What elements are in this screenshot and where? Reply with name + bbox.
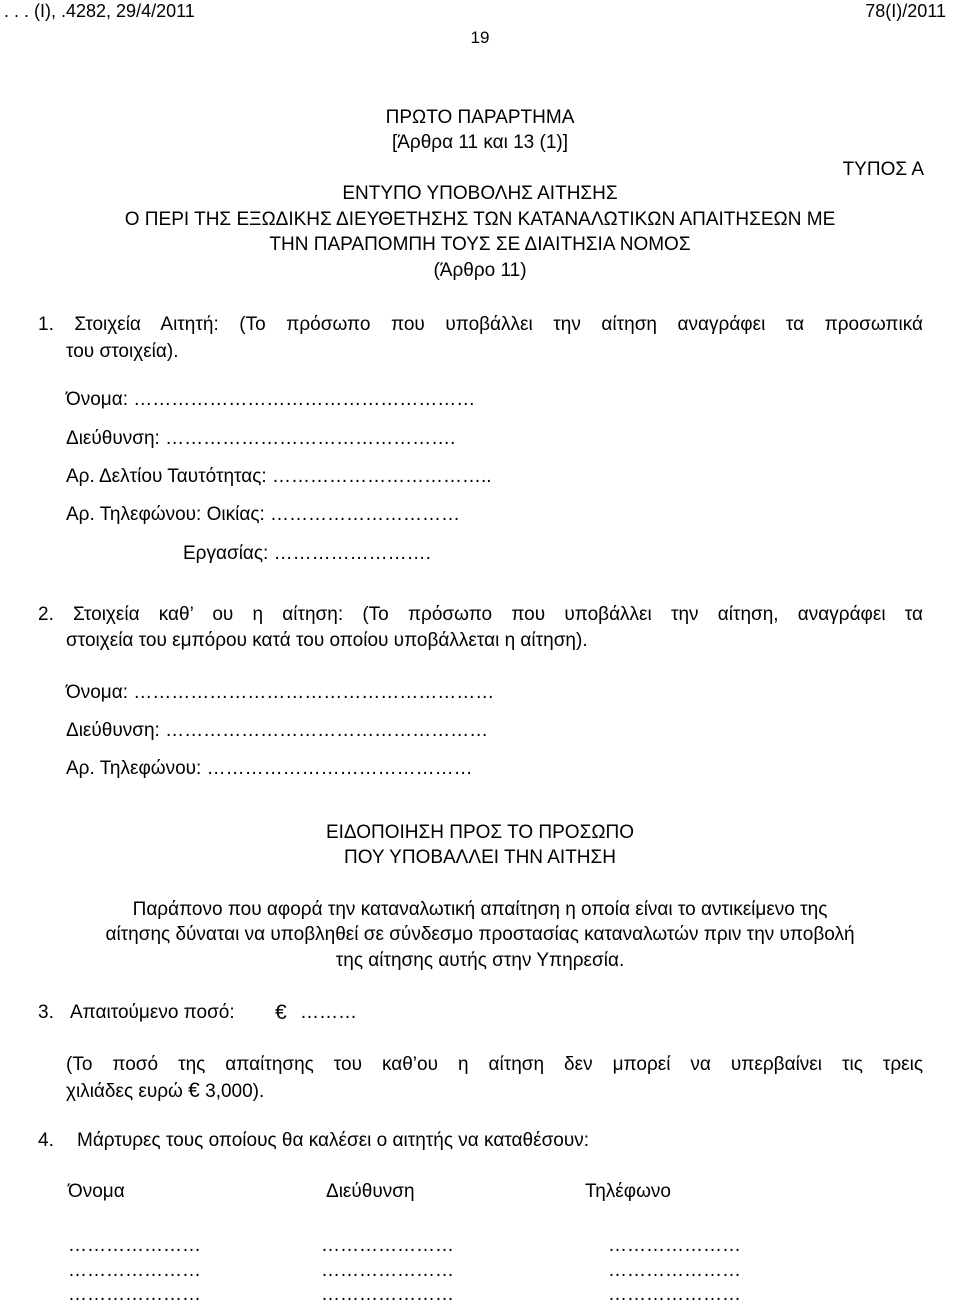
euro-icon: € — [275, 1001, 287, 1024]
witness-column-name: Όνομα — [68, 1181, 125, 1202]
witness-row-phone: ………………… — [608, 1284, 741, 1305]
respondent-address-field: Διεύθυνση: …………………………………………… — [66, 720, 489, 741]
annex-articles: [Άρθρα 11 και 13 (1)] — [391, 132, 569, 153]
page-number: 19 — [470, 28, 490, 47]
witness-row-phone: ………………… — [608, 1260, 741, 1281]
annex-title: ΠΡΩΤΟ ΠΑΡΑΡΤΗΜΑ — [385, 107, 575, 128]
witness-row-phone: ………………… — [608, 1235, 741, 1256]
applicant-id-field: Αρ. Δελτίου Ταυτότητας: …………………………….. — [66, 466, 492, 487]
notice-body-line3: της αίτησης αυτής στην Υπηρεσία. — [335, 950, 625, 971]
witness-row-address: ………………… — [321, 1284, 454, 1305]
witness-row-address: ………………… — [321, 1235, 454, 1256]
witness-row-name: ………………… — [68, 1260, 201, 1281]
section2-heading-cont: στοιχεία του εμπόρου κατά του οποίου υποβάλλεται η αίτηση). — [66, 630, 588, 651]
applicant-name-field: Όνομα: ……………………………………………… — [66, 389, 476, 410]
respondent-name-field: Όνομα: ………………………………………………… — [66, 682, 495, 703]
section3-number: 3. — [38, 1002, 54, 1023]
applicant-work-phone-field: Εργασίας: ……………………. — [183, 543, 431, 564]
notice-body-line2: αίτησης δύναται να υποβληθεί σε σύνδεσμο προστασίας καταναλωτών πριν την υποβολή — [105, 924, 855, 945]
amount-note-line2 — [66, 1080, 264, 1101]
applicant-home-phone-field: Αρ. Τηλεφώνου: Οικίας: ………………………… — [66, 504, 461, 525]
section3-label: Απαιτούμενο ποσό: — [70, 1002, 235, 1023]
section2-heading: 2. Στοιχεία καθ’ ου η αίτηση: (Το πρόσωπο που υποβάλλει την αίτηση, αναγράφει τα — [38, 604, 923, 625]
form-type-label: ΤΥΠΟΣ Α — [842, 159, 924, 180]
amount-note-line1: (Το ποσό της απαίτησης του καθ’ου η αίτηση δεν μπορεί να υπερβαίνει τις τρεις — [66, 1054, 923, 1075]
amount-limit: 3,000). — [205, 1081, 265, 1102]
amount-field: ……… — [300, 1002, 357, 1023]
header-left: . . . (Ι), .4282, 29/4/2011 — [4, 1, 195, 21]
amount-note-text: χιλιάδες ευρώ — [66, 1081, 183, 1102]
law-title-line2: ΤΗΝ ΠΑΡΑΠΟΜΠΗ ΤΟΥΣ ΣΕ ΔΙΑΙΤΗΣΙΑ ΝΟΜΟΣ — [269, 234, 691, 255]
form-title: ΕΝΤΥΠΟ ΥΠΟΒΟΛΗΣ ΑΙΤΗΣΗΣ — [342, 183, 618, 204]
section4-label: Μάρτυρες τους οποίους θα καλέσει ο αιτητής να καταθέσουν: — [77, 1130, 590, 1151]
law-title-line1: Ο ΠΕΡΙ ΤΗΣ ΕΞΩΔΙΚΗΣ ΔΙΕΥΘΕΤΗΣΗΣ ΤΩΝ ΚΑΤΑΝΑΛΩΤΙΚΩΝ ΑΠΑΙΤΗΣΕΩΝ ΜΕ — [124, 209, 836, 230]
applicant-address-field: Διεύθυνση: ………………………………………. — [66, 428, 456, 449]
witness-column-phone: Τηλέφωνο — [585, 1181, 671, 1202]
section4-number: 4. — [38, 1130, 54, 1151]
witness-row-name: ………………… — [68, 1284, 201, 1305]
section1-heading: 1. Στοιχεία Αιτητή: (Το πρόσωπο που υποβάλλει την αίτηση αναγράφει τα προσωπικά — [38, 314, 923, 335]
witness-row-name: ………………… — [68, 1235, 201, 1256]
euro-icon: € — [188, 1079, 200, 1102]
section1-heading-cont: του στοιχεία). — [66, 341, 179, 362]
header-right: 78(Ι)/2011 — [865, 1, 946, 21]
respondent-phone-field: Αρ. Τηλεφώνου: …………………………………… — [66, 758, 473, 779]
notice-body-line1: Παράπονο που αφορά την καταναλωτική απαίτηση η οποία είναι το αντικείμενο της — [132, 899, 828, 920]
witness-column-address: Διεύθυνση — [326, 1181, 415, 1202]
witness-row-address: ………………… — [321, 1260, 454, 1281]
notice-title-line2: ΠΟΥ ΥΠΟΒΑΛΛΕΙ ΤΗΝ ΑΙΤΗΣΗ — [344, 847, 616, 868]
notice-title-line1: ΕΙΔΟΠΟΙΗΣΗ ΠΡΟΣ ΤΟ ΠΡΟΣΩΠΟ — [325, 822, 635, 843]
law-article: (Άρθρο 11) — [433, 260, 527, 281]
